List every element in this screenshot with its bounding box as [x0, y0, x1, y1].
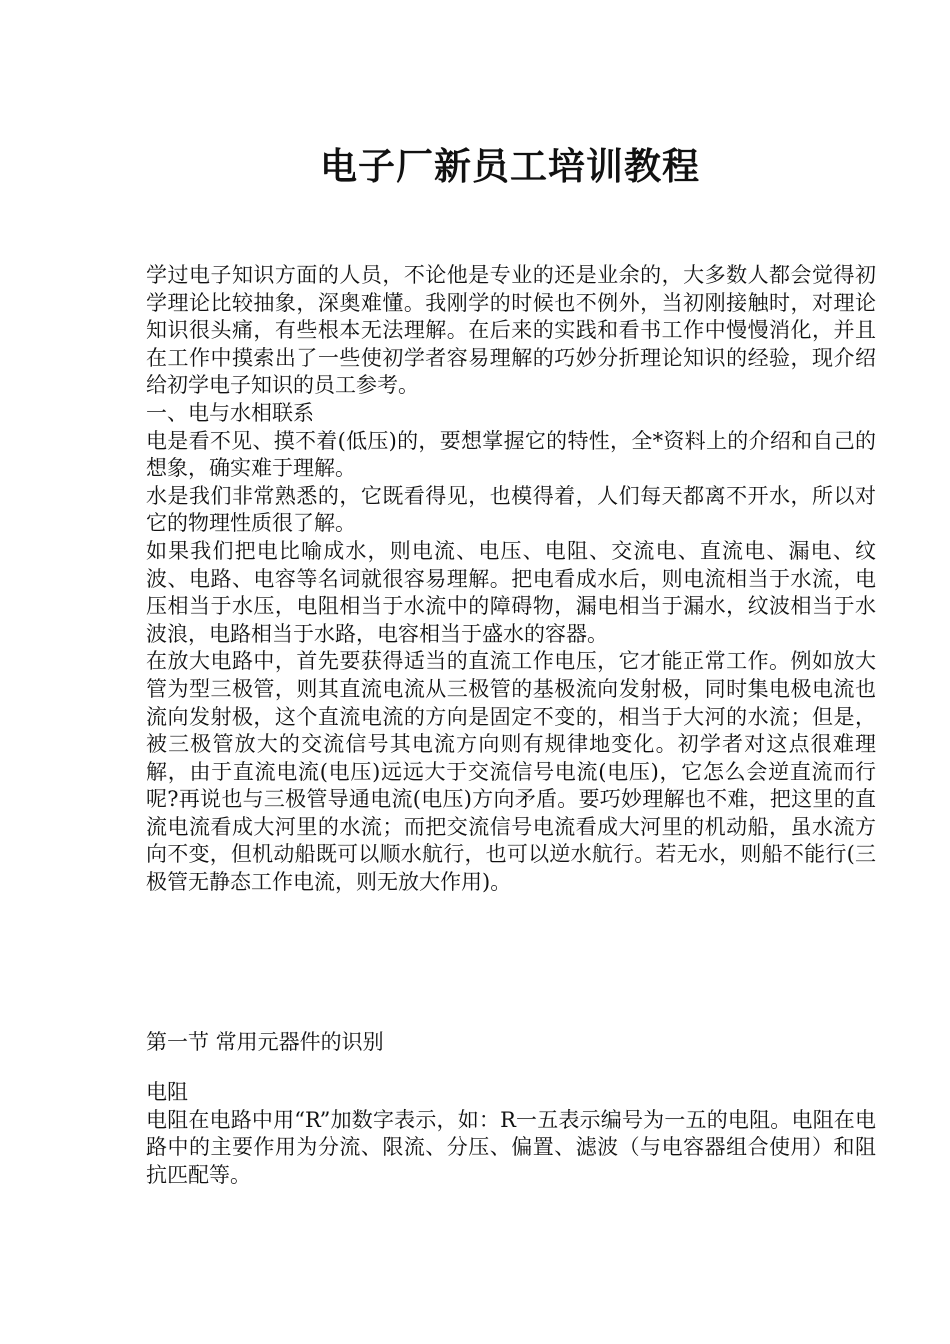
section-heading: 第一节 常用元器件的识别 — [146, 1030, 384, 1054]
subheading-electricity-water: 一、电与水相联系 — [146, 400, 314, 425]
resistor-subheading: 电阻 — [146, 1080, 188, 1104]
intro-paragraph: 学过电子知识方面的人员，不论他是专业的还是业余的，大多数人都会觉得初学理论比较抽象，深奥难懂。我刚学的时候也不例外，当初刚接触时，对理论知识很头痛，有些根本无法理解。在后来的实践和看书工作中慢慢消化，并且在工作中摸索出了一些使初学者容易理解的巧妙分折理论知识的经验，现介绍给初学电子知识的员工参考。 — [146, 263, 876, 398]
document-title: 电子厂新员工培训教程 — [320, 144, 700, 188]
paragraph-analogy: 如果我们把电比喻成水，则电流、电压、电阻、交流电、直流电、漏电、纹波、电路、电容等名词就很容易理解。把电看成水后，则电流相当于水流，电压相当于水压，电阻相当于水流中的障碍物，漏电相当于漏水，纹波相当于水波浪，电路相当于水路，电容相当于盛水的容器。 — [146, 538, 876, 646]
intro-text-block — [146, 262, 876, 897]
resistor-section — [146, 1079, 876, 1189]
paragraph-amplifier: 在放大电路中，首先要获得适当的直流工作电压，它才能正常工作。例如放大管为型三极管，则其直流电流从三极管的基极流向发射极，同时集电极电流也流向发射极，这个直流电流的方向是固定不变的，相当于大河的水流；但是，被三极管放大的交流信号其电流方向则有规律地变化。初学者对这点很难理解，由于直流电流(电压)远远大于交流信号电流(电压)，它怎么会逆直流而行呢?再说也与三极管导通电流(电压)方向矛盾。要巧妙理解也不难，把这里的直流电流看成大河里的水流；而把交流信号电流看成大河里的机动船，虽水流方向不变，但机动船既可以顺水航行，也可以逆水航行。若无水，则船不能行(三极管无静态工作电流，则无放大作用)。 — [146, 649, 876, 895]
resistor-paragraph: 电阻在电路中用“R”加数字表示，如：R一五表示编号为一五的电阻。电阻在电路中的主要作用为分流、限流、分压、偏置、滤波（与电容器组合使用）和阻抗匹配等。 — [146, 1107, 876, 1187]
paragraph-electricity: 电是看不见、摸不着(低压)的，要想掌握它的特性，全*资料上的介绍和自己的想象，确实难于理解。 — [146, 428, 876, 481]
paragraph-water: 水是我们非常熟悉的，它既看得见，也模得着，人们每天都离不开水，所以对它的物理性质很了解。 — [146, 483, 876, 536]
